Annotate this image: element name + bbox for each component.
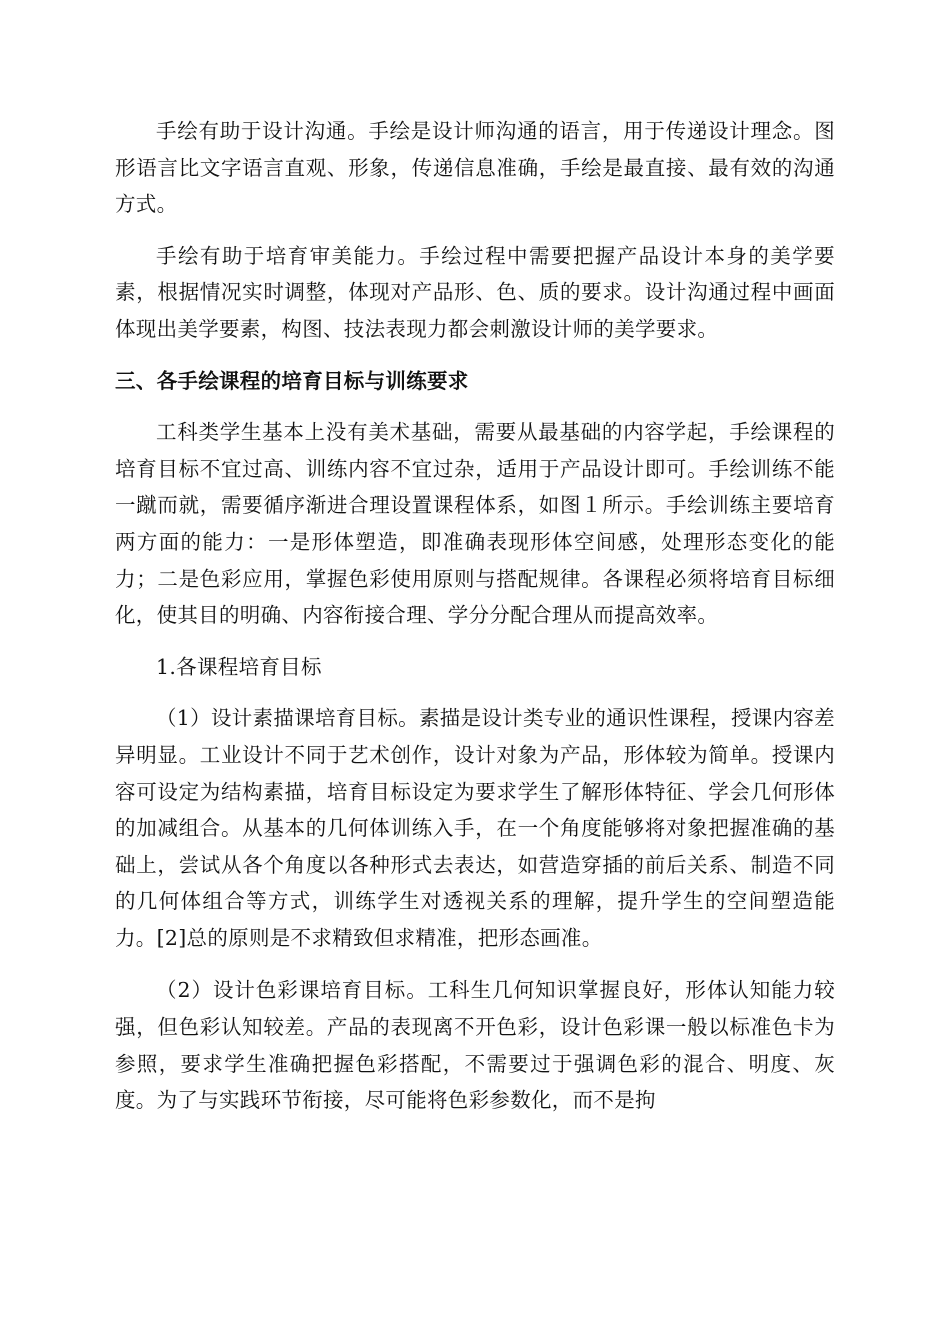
document-page <box>115 113 835 1119</box>
paragraph-color-course: （2）设计色彩课培育目标。工科生几何知识掌握良好，形体认知能力较强，但色彩认知较差。产品的表现离不开色彩，设计色彩课一般以标准色卡为参照，要求学生准确把握色彩搭配，不需要过于强调色彩的混合、明度、灰度。为了与实践环节衔接，尽可能将色彩参数化，而不是拘 <box>115 978 835 1113</box>
paragraph-sketch-course: （1）设计素描课培育目标。素描是设计类专业的通识性课程，授课内容差异明显。工业设计不同于艺术创作，设计对象为产品，形体较为简单。授课内容可设定为结构素描，培育目标设定为要求学生了解形体特征、学会几何形体的加减组合。从基本的几何体训练入手，在一个角度能够将对象把握准确的基础上，尝试从各个角度以各种形式去表达，如营造穿插的前后关系、制造不同的几何体组合等方式，训练学生对透视关系的理解，提升学生的空间塑造能力。[2]总的原则是不求精致但求精准，把形态画准。 <box>115 706 835 950</box>
section-heading: 三、各手绘课程的培育目标与训练要求 <box>115 368 469 393</box>
paragraph-aesthetic-ability: 手绘有助于培育审美能力。手绘过程中需要把握产品设计本身的美学要素，根据情况实时调整，体现对产品形、色、质的要求。设计沟通过程中画面体现出美学要素，构图、技法表现力都会刺激设计师的美学要求。 <box>115 243 835 341</box>
section-intro-paragraph: 工科类学生基本上没有美术基础，需要从最基础的内容学起，手绘课程的培育目标不宜过高、训练内容不宜过杂，适用于产品设计即可。手绘训练不能一蹴而就，需要循序渐进合理设置课程体系，如图１所示。手绘训练主要培育两方面的能力：一是形体塑造，即准确表现形体空间感，处理形态变化的能力；二是色彩应用，掌握色彩使用原则与搭配规律。各课程必须将培育目标细化，使其目的明确、内容衔接合理、学分分配合理从而提高效率。 <box>115 420 835 628</box>
subheading-course-goals: 1.各课程培育目标 <box>156 654 322 679</box>
paragraph-design-communication: 手绘有助于设计沟通。手绘是设计师沟通的语言，用于传递设计理念。图形语言比文字语言直观、形象，传递信息准确，手绘是最直接、最有效的沟通方式。 <box>115 119 835 217</box>
